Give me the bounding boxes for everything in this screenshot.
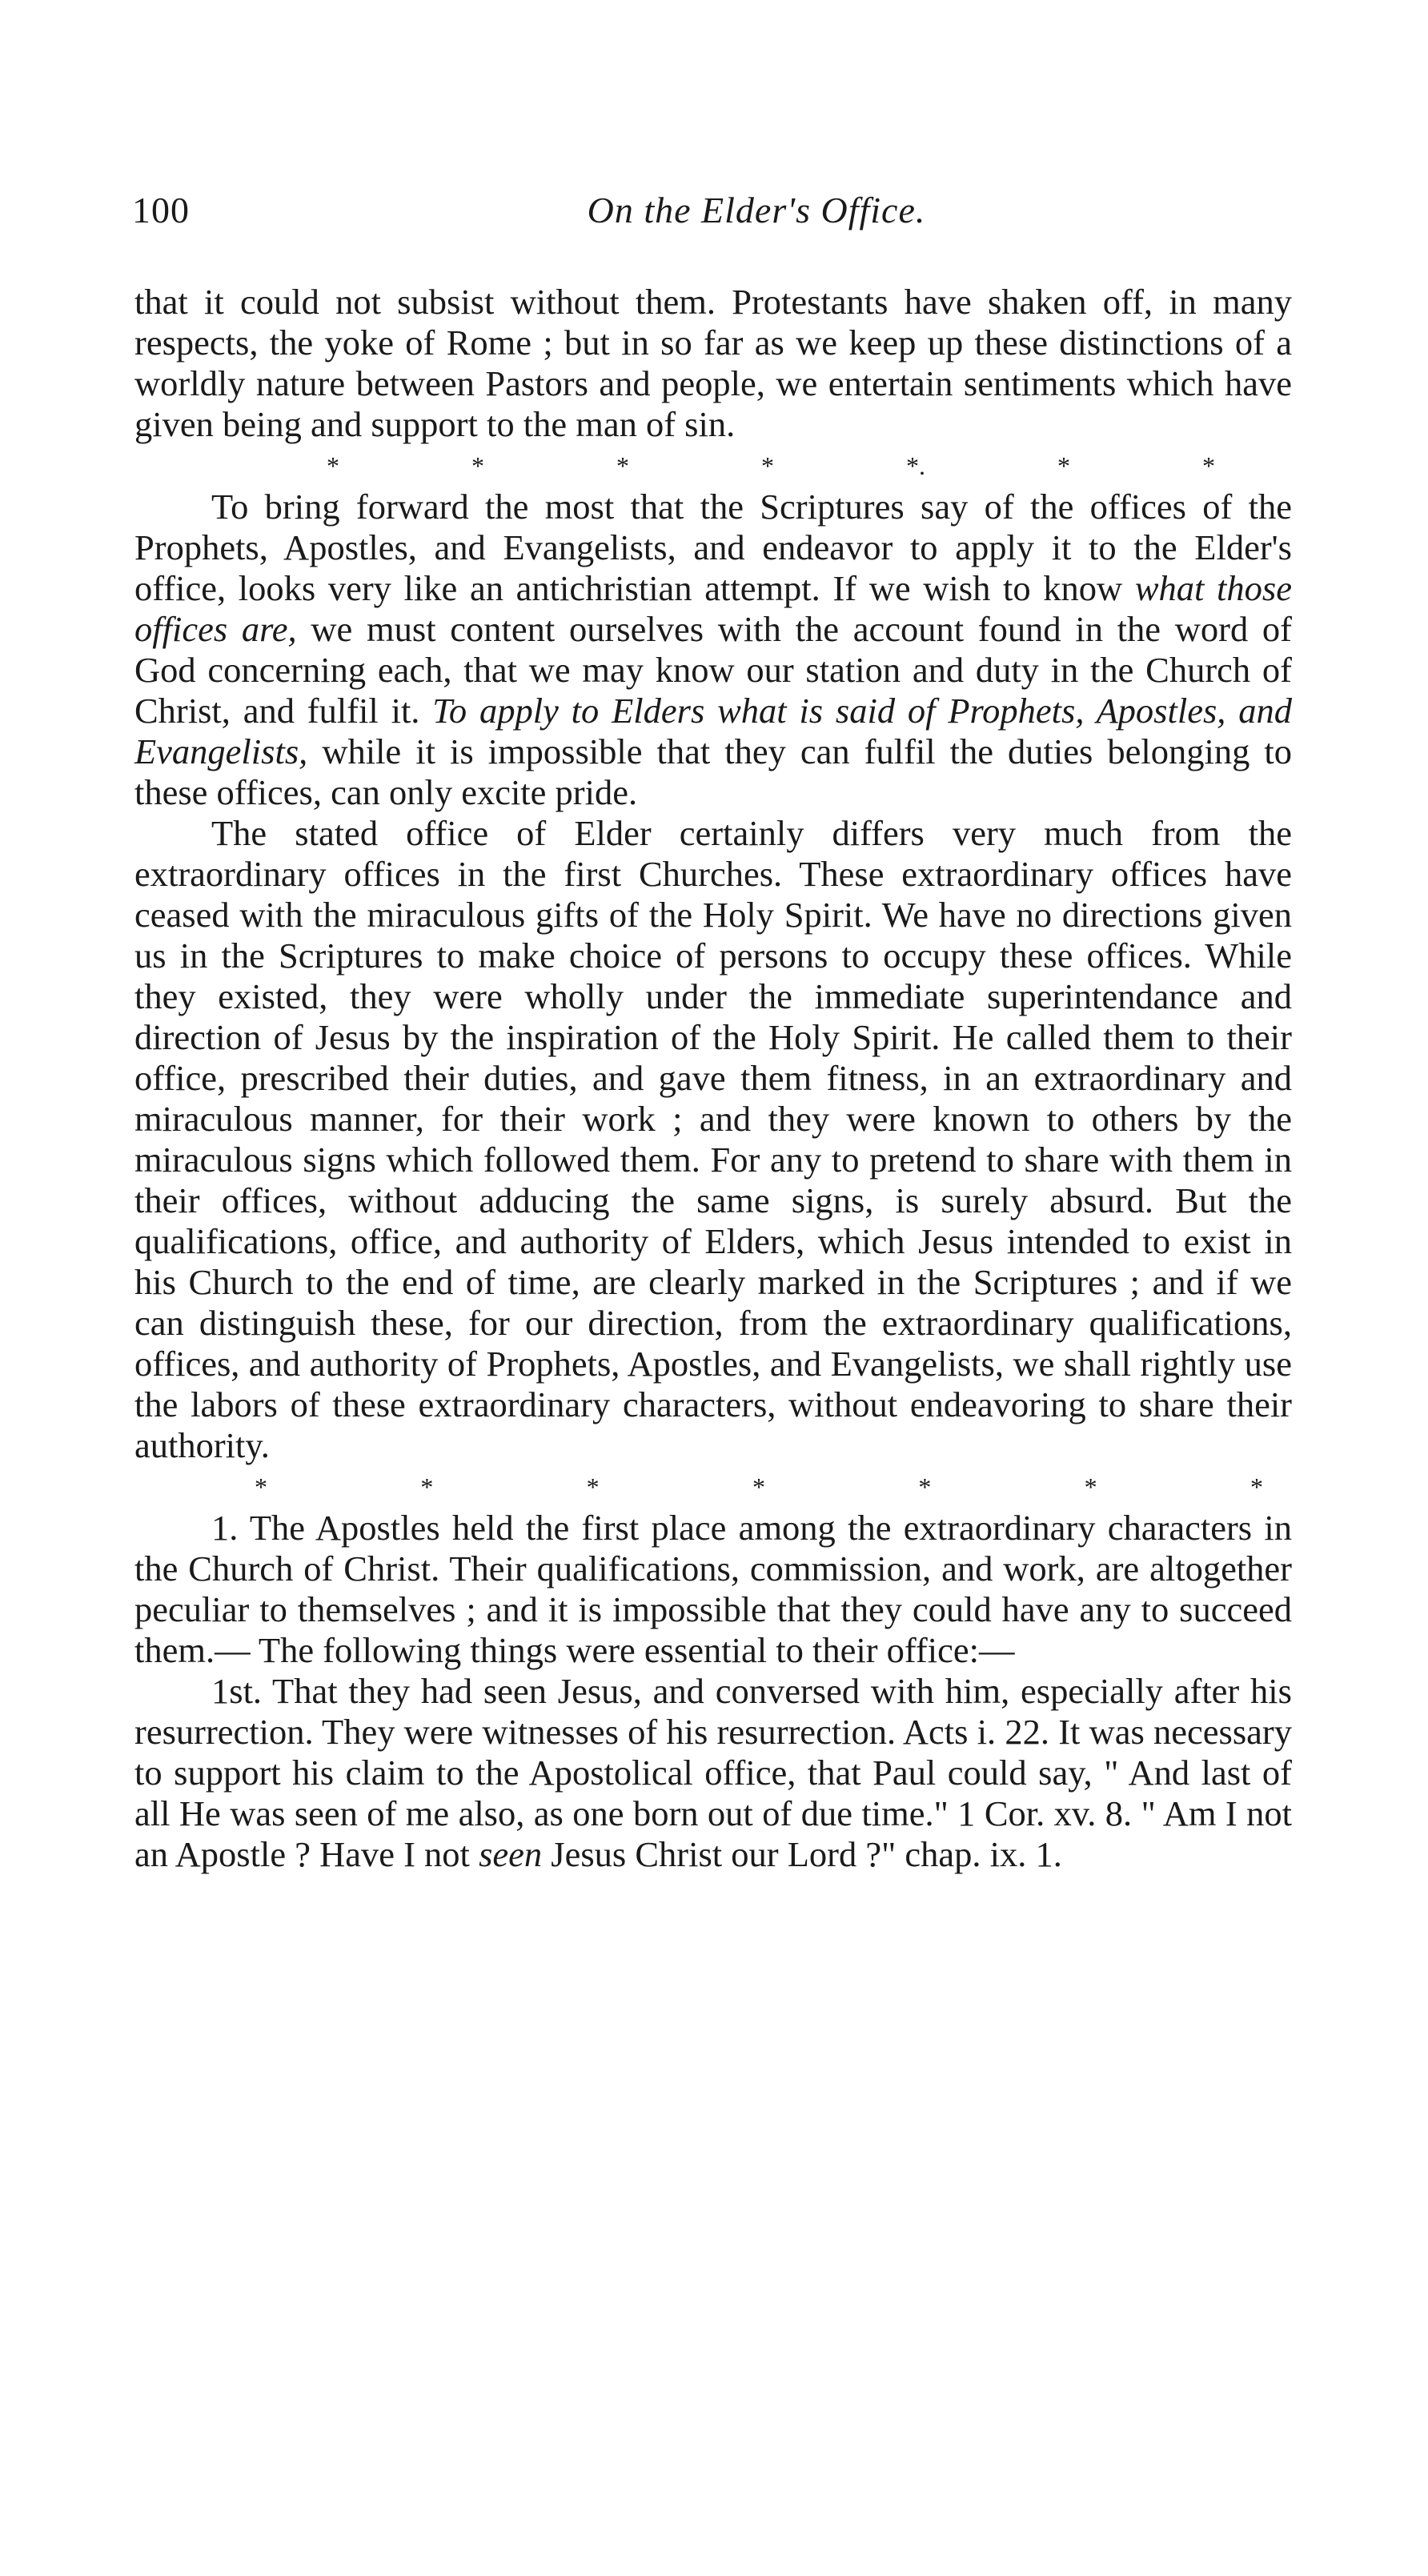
paragraph-first-requirement — [134, 1671, 1292, 1875]
separator-star: * — [1084, 1472, 1097, 1501]
page-number: 100 — [132, 190, 190, 230]
separator-star: * — [327, 451, 339, 480]
separator-star: * — [918, 1472, 932, 1501]
section-separator — [255, 1464, 1263, 1509]
separator-star: * — [255, 1472, 267, 1501]
paragraph-apostles: 1. The Apostles held the first place among the extraordinary characters in the Church of Christ. Their qualifications, commission, and work, are altogether peculiar to themselves ; and it is impossible that they could have any to succeed them.— The following things were essential to their office:— — [134, 1508, 1292, 1670]
paragraph-offices — [134, 487, 1292, 813]
italic-text: To apply to Elders what is said of Prophets, Apostles, and Evangelists, — [134, 691, 1292, 771]
separator-star: * — [761, 451, 774, 480]
separator-star: * — [1202, 451, 1215, 480]
italic-text: what those offices are, — [134, 568, 1292, 649]
paragraph-text: 1st. That they had seen Jesus, and conversed with him, especially after his resurrection. They were witnesses of his resurrection. Acts i. 22. It was necessary to support his claim to the Apostolical office, that Paul could say, " And last of all He was seen of me also, as one born out of due time." 1 Cor. xv. 8. " Am I not an Apostle ? Have I not — [134, 1671, 1292, 1874]
separator-star: * — [752, 1472, 765, 1501]
paragraph-text: To bring forward the most that the Scriptures say of the offices of the Prophets, Apostles, and Evangelists, and endeavor to apply it to the Elder's office, looks very like an antichristian attempt. If we wish to know — [134, 487, 1292, 608]
separator-star: * — [616, 451, 629, 480]
running-head: On the Elder's Office. — [587, 190, 926, 230]
paragraph-continuation: that it could not subsist without them. Protestants have shaken off, in many respects, the yoke of Rome ; but in so far as we keep up these distinctions of a worldly nature between Pastors and people, we entertain sentiments which have given being and support to the man of sin. — [134, 282, 1292, 444]
paragraph-stated-office: The stated office of Elder certainly differs very much from the extraordinary offices in the first Churches. These extraordinary offices have ceased with the miraculous gifts of the Holy Spirit. We have no directions given us in the Scriptures to make choice of persons to occupy these offices. While they existed, they were wholly under the immediate superintendance and direction of Jesus by the inspiration of the Holy Spirit. He called them to their office, prescribed their duties, and gave them fitness, in an extraordinary and miraculous manner, for their work ; and they were known to others by the miraculous signs which followed them. For any to pretend to share with them in their offices, without adducing the same signs, is surely absurd. But the qualifications, office, and authority of Elders, which Jesus intended to exist in his Church to the end of time, are clearly marked in the Scriptures ; and if we can distinguish these, for our direction, from the extraordinary qualifications, offices, and authority of Prophets, Apostles, and Evangelists, we shall rightly use the labors of these extraordinary characters, without endeavoring to share their authority. — [134, 813, 1292, 1465]
separator-star: * — [586, 1472, 600, 1501]
separator-star: * — [420, 1472, 434, 1501]
paragraph-text: we must content ourselves with the account found in the word of God concerning each, that we may know our station and duty in the Church of Christ, and fulfil it. — [134, 609, 1293, 731]
separator-star: *. — [906, 451, 925, 480]
page-body — [134, 282, 1292, 1875]
paragraph-text: while it is impossible that they can fulfil the duties belonging to these offices, can only excite pride. — [134, 731, 1292, 812]
separator-star: * — [471, 451, 484, 480]
italic-text: seen — [479, 1834, 543, 1874]
page-header — [132, 189, 1293, 245]
paragraph-text: Jesus Christ our Lord ?" chap. ix. 1. — [542, 1834, 1062, 1874]
separator-star: * — [1250, 1472, 1263, 1501]
section-separator — [327, 443, 1215, 488]
separator-star: * — [1057, 451, 1070, 480]
